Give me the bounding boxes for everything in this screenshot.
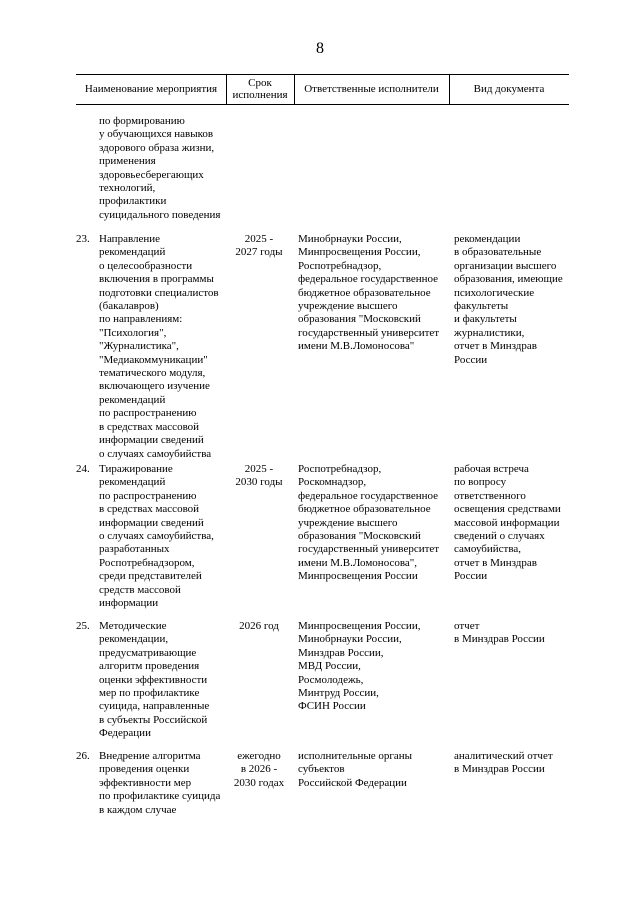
text-line: в Минздрав России (454, 763, 545, 776)
text-line: отчет (454, 620, 480, 632)
row-number: 23. (76, 233, 90, 245)
text-line: Федерации (99, 727, 151, 740)
text-line: 2026 год (239, 620, 279, 632)
text-line: алгоритм проведения (99, 660, 200, 673)
text-line: о целесообразности (99, 259, 193, 272)
row-document (454, 750, 567, 777)
text-line: психологические (454, 286, 535, 299)
text-line: факультеты (454, 300, 509, 313)
text-line: в образовательные (454, 246, 542, 259)
text-line: по направлениям: (99, 313, 183, 326)
text-line: эффективности мер (99, 776, 192, 789)
text-line: государственный университет (298, 326, 440, 339)
text-line: профилактики (99, 195, 167, 208)
text-line: технологий, (99, 182, 156, 195)
row-responsible (298, 463, 448, 584)
text-line: Внедрение алгоритма (99, 750, 201, 762)
text-line: среди представителей (99, 570, 202, 583)
text-line: Минпросвещения России (298, 570, 418, 583)
text-line: массовой информации (454, 516, 560, 529)
row-term (228, 463, 290, 490)
row-responsible (298, 233, 448, 354)
text-line: бюджетное образовательное (298, 503, 431, 516)
text-line: в средствах массовой (99, 503, 200, 516)
row-number: 24. (76, 463, 90, 475)
text-line: разработанных (99, 543, 170, 556)
text-line: Тиражирование (99, 463, 173, 475)
text-line: исполнительные органы (298, 750, 413, 762)
row-document (454, 233, 567, 367)
text-line: рекомендаций (99, 393, 166, 406)
text-line: по профилактике суицида (99, 790, 221, 803)
text-line: Минздрав России, (298, 646, 384, 659)
row-responsible (298, 750, 448, 790)
text-line: Минобрнауки России, (298, 633, 402, 646)
text-line: федеральное государственное (298, 489, 439, 502)
text-line: проведения оценки (99, 763, 190, 776)
text-line: Российской Федерации (298, 776, 407, 789)
header-responsible: Ответственные исполнители (304, 83, 439, 95)
text-line: о случаях самоубийства (99, 447, 212, 460)
text-line: Роспотребнадзор, (298, 463, 382, 475)
text-line: рекомендации (454, 233, 521, 245)
text-line: рекомендации, (99, 633, 169, 646)
text-line: журналистики, (454, 326, 525, 339)
text-line: субъектов (298, 763, 345, 776)
page-number: 8 (316, 40, 324, 57)
text-line: суицидального поведения (99, 208, 221, 221)
text-line: у обучающихся навыков (99, 128, 214, 141)
text-line: "Медиакоммуникации" (99, 353, 208, 366)
text-line: 2030 годах (233, 776, 285, 789)
header-document: Вид документа (473, 83, 545, 95)
text-line: здоровьесберегающих (99, 168, 204, 181)
text-line: информации (99, 597, 159, 610)
row-responsible (298, 620, 448, 714)
text-line: Направление (99, 233, 161, 245)
header-bottom-rule (76, 104, 569, 105)
text-line: имени М.В.Ломоносова", (298, 556, 418, 569)
text-line: информации сведений (99, 516, 204, 529)
text-line: бюджетное образовательное (298, 286, 431, 299)
row-name (99, 750, 227, 817)
text-line: "Психология", (99, 326, 167, 339)
text-line: организации высшего (454, 259, 557, 272)
text-line: подготовки специалистов (99, 286, 219, 299)
text-line: 2030 годы (235, 476, 283, 489)
text-line: о случаях самоубийства, (99, 530, 214, 543)
row-name (99, 620, 227, 741)
text-line: России (454, 570, 488, 583)
text-line: "Журналистика", (99, 340, 179, 353)
text-line: средств массовой (99, 583, 181, 596)
continuation-name (99, 115, 227, 222)
row-term (228, 750, 290, 790)
text-line: рекомендаций (99, 476, 166, 489)
text-line: включающего изучение (99, 380, 210, 393)
row-number: 25. (76, 620, 90, 632)
text-line: ФСИН России (298, 700, 366, 713)
text-line: рабочая встреча (454, 463, 529, 475)
text-line: отчет в Минздрав (454, 340, 537, 353)
text-line: государственный университет (298, 543, 440, 556)
text-line: Методические (99, 620, 167, 632)
text-line: освещения средствами (454, 503, 561, 516)
header-name: Наименование мероприятия (84, 83, 218, 95)
text-line: и факультеты (454, 313, 517, 326)
text-line: Минобрнауки России, (298, 233, 402, 245)
row-document (454, 463, 567, 584)
text-line: в средствах массовой (99, 420, 200, 433)
header-term-line1: Срок (248, 77, 272, 89)
header-term-line2: исполнения (232, 89, 288, 101)
text-line: по распространению (99, 489, 197, 502)
text-line: федеральное государственное (298, 273, 439, 286)
text-line: имени М.В.Ломоносова" (298, 340, 415, 353)
row-name (99, 233, 227, 461)
text-line: образования, имеющие (454, 273, 563, 286)
text-line: мер по профилактике (99, 687, 200, 700)
text-line: отчет в Минздрав (454, 556, 537, 569)
text-line: в каждом случае (99, 803, 177, 816)
row-name (99, 463, 227, 610)
text-line: Роспотребнадзор, (298, 259, 382, 272)
text-line: учреждение высшего (298, 300, 398, 313)
row-term (228, 233, 290, 260)
row-document (454, 620, 567, 647)
text-line: аналитический отчет (454, 750, 553, 762)
text-line: в Минздрав России (454, 633, 545, 646)
text-line: применения (99, 155, 156, 168)
text-line: Роскомнадзор, (298, 476, 367, 489)
text-line: по вопросу (454, 476, 507, 489)
text-line: здорового образа жизни, (99, 141, 215, 154)
text-line: предусматривающие (99, 646, 197, 659)
text-line: МВД России, (298, 660, 361, 673)
text-line: Роспотребнадзором, (99, 556, 195, 569)
text-line: в 2026 - (240, 763, 278, 776)
row-number: 26. (76, 750, 90, 762)
text-line: образования "Московский (298, 530, 421, 543)
text-line: включения в программы (99, 273, 214, 286)
text-line: информации сведений (99, 434, 204, 447)
text-line: 2025 - (244, 233, 274, 245)
text-line: по формированию (99, 115, 185, 127)
text-line: Росмолодежь, (298, 673, 364, 686)
text-line: Минтруд России, (298, 687, 379, 700)
text-line: рекомендаций (99, 246, 166, 259)
text-line: Минпросвещения России, (298, 620, 421, 632)
text-line: по распространению (99, 407, 197, 420)
text-line: (бакалавров) (99, 300, 159, 313)
text-line: в субъекты Российской (99, 713, 208, 726)
text-line: ответственного (454, 489, 526, 502)
text-line: учреждение высшего (298, 516, 398, 529)
text-line: сведений о случаях (454, 530, 545, 543)
text-line: 2027 годы (235, 246, 283, 259)
text-line: самоубийства, (454, 543, 522, 556)
text-line: 2025 - (244, 463, 274, 475)
text-line: ежегодно (237, 750, 281, 762)
text-line: Минпросвещения России, (298, 246, 421, 259)
text-line: России (454, 353, 488, 366)
text-line: суицида, направленные (99, 700, 210, 713)
row-term (228, 620, 290, 633)
text-line: оценки эффективности (99, 673, 208, 686)
text-line: тематического модуля, (99, 367, 206, 380)
header-term (226, 74, 294, 104)
text-line: образования "Московский (298, 313, 421, 326)
